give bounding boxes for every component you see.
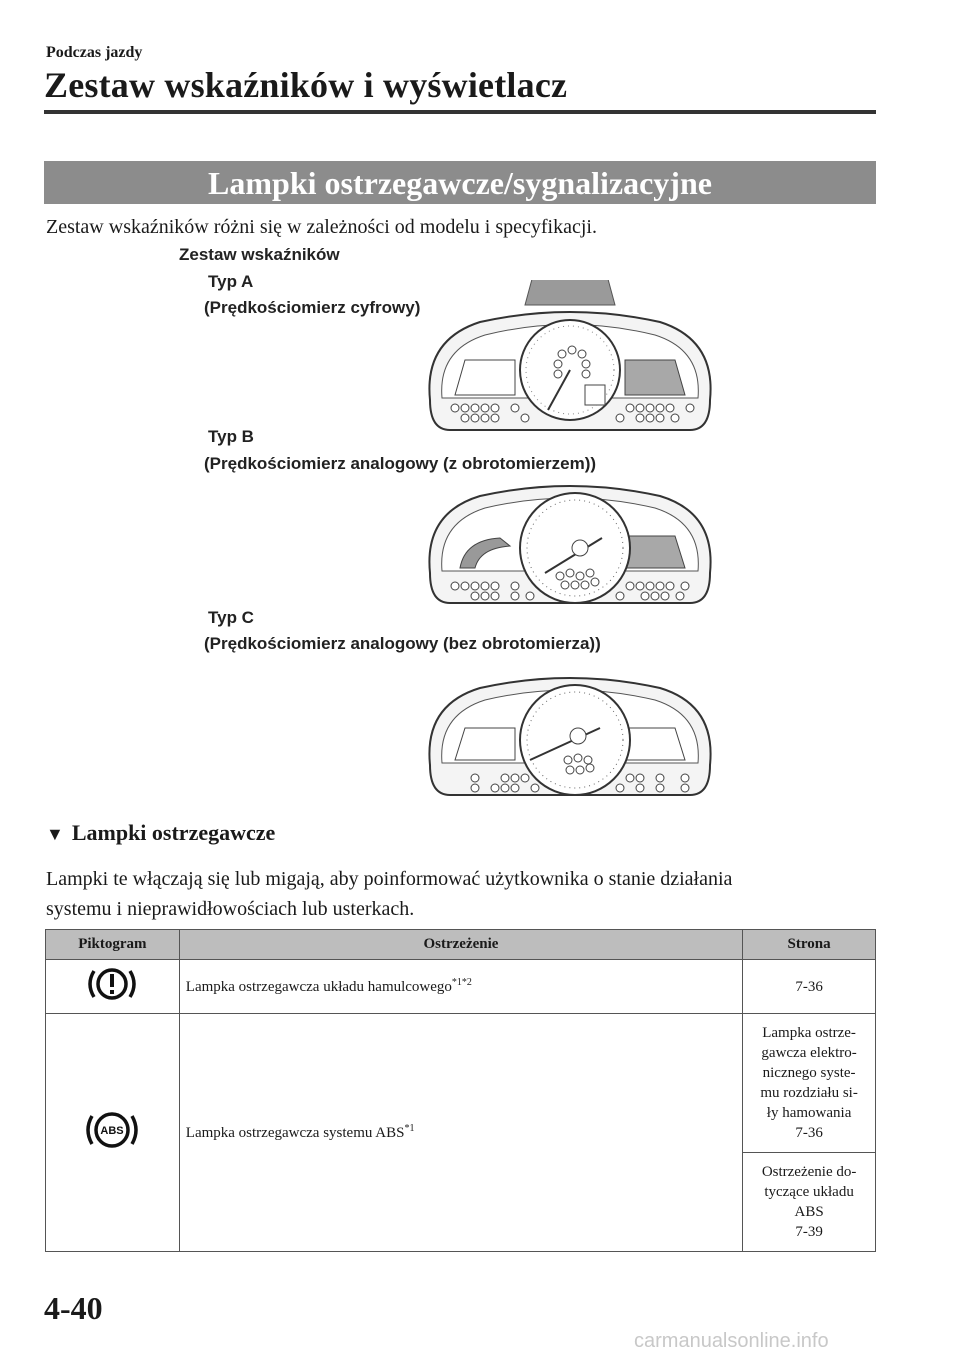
page-ref-number: 7-39	[795, 1224, 823, 1240]
page-cell	[743, 1153, 876, 1252]
cluster-type-a-illustration	[420, 280, 720, 440]
type-c-desc: (Prędkościomierz analogowy (bez obrotomierza))	[204, 634, 601, 653]
type-b-desc: (Prędkościomierz analogowy (z obrotomierzem))	[204, 454, 597, 473]
type-b-label: Typ B	[208, 427, 254, 446]
page-cell	[743, 1014, 876, 1153]
page-ref-number: 7-36	[795, 1125, 823, 1141]
icon-cell	[46, 1014, 180, 1252]
type-a-desc: (Prędkościomierz cyfrowy)	[204, 298, 421, 317]
table-row	[46, 1014, 876, 1153]
warning-lights-table	[45, 929, 876, 1252]
page-ref-line: tyczące układu	[764, 1184, 854, 1200]
page-title: Zestaw wskaźników i wyświetlacz	[44, 65, 568, 105]
intro-text: Zestaw wskaźników różni się w zależności od modelu i specyfikacji.	[46, 216, 597, 238]
page-ref-line: gawcza elektro-	[761, 1045, 857, 1061]
page-cell: 7-36	[743, 960, 876, 1014]
warning-paragraph-line2: systemu i nieprawidłowościach lub usterkach.	[46, 898, 415, 920]
page-ref-line: mu rozdziału si-	[760, 1085, 858, 1101]
page-ref-line: nicznego syste-	[762, 1065, 856, 1081]
page-ref-line: ły hamowania	[766, 1105, 852, 1121]
table-header-row	[46, 930, 876, 960]
warning-cell	[179, 1014, 742, 1252]
page-number: 4-40	[44, 1290, 103, 1326]
warning-section-heading	[46, 820, 275, 846]
brake-warning-icon	[84, 964, 140, 1004]
title-rule	[44, 110, 876, 114]
warning-heading-text: Lampki ostrzegawcze	[71, 820, 276, 845]
section-label: Podczas jazdy	[46, 44, 143, 61]
section-banner: Lampki ostrzegawcze/sygnalizacyjne	[44, 161, 876, 204]
triangle-down-icon: ▼	[46, 824, 64, 844]
abs-warning-footnote: *1	[404, 1123, 415, 1134]
page-ref-line: ABS	[794, 1204, 824, 1220]
header-page: Strona	[743, 930, 876, 960]
watermark: carmanualsonline.info	[634, 1330, 829, 1352]
brake-warning-text: Lampka ostrzegawcza układu hamulcowego	[185, 979, 452, 995]
figure-caption: Zestaw wskaźników	[179, 245, 340, 264]
warning-paragraph	[46, 864, 876, 924]
header-warning: Ostrzeżenie	[179, 930, 742, 960]
type-a-label: Typ A	[208, 272, 254, 291]
header-icon: Piktogram	[46, 930, 180, 960]
warning-paragraph-line1: Lampki te włączają się lub migają, aby poinformować użytkownika o stanie działania	[46, 868, 733, 890]
abs-warning-text: Lampka ostrzegawcza systemu ABS	[185, 1125, 405, 1141]
icon-cell	[46, 960, 180, 1014]
page-ref-line: Ostrzeżenie do-	[761, 1164, 857, 1180]
abs-icon-label: ABS	[100, 1125, 125, 1137]
warning-cell	[179, 960, 742, 1014]
table-row	[46, 960, 876, 1014]
brake-warning-footnote: *1*2	[451, 977, 472, 988]
type-c-label: Typ C	[208, 608, 254, 627]
cluster-type-b-illustration	[420, 468, 720, 613]
abs-warning-icon	[82, 1108, 142, 1152]
cluster-type-c-illustration	[420, 660, 720, 805]
page-ref-line: Lampka ostrze-	[762, 1025, 856, 1041]
